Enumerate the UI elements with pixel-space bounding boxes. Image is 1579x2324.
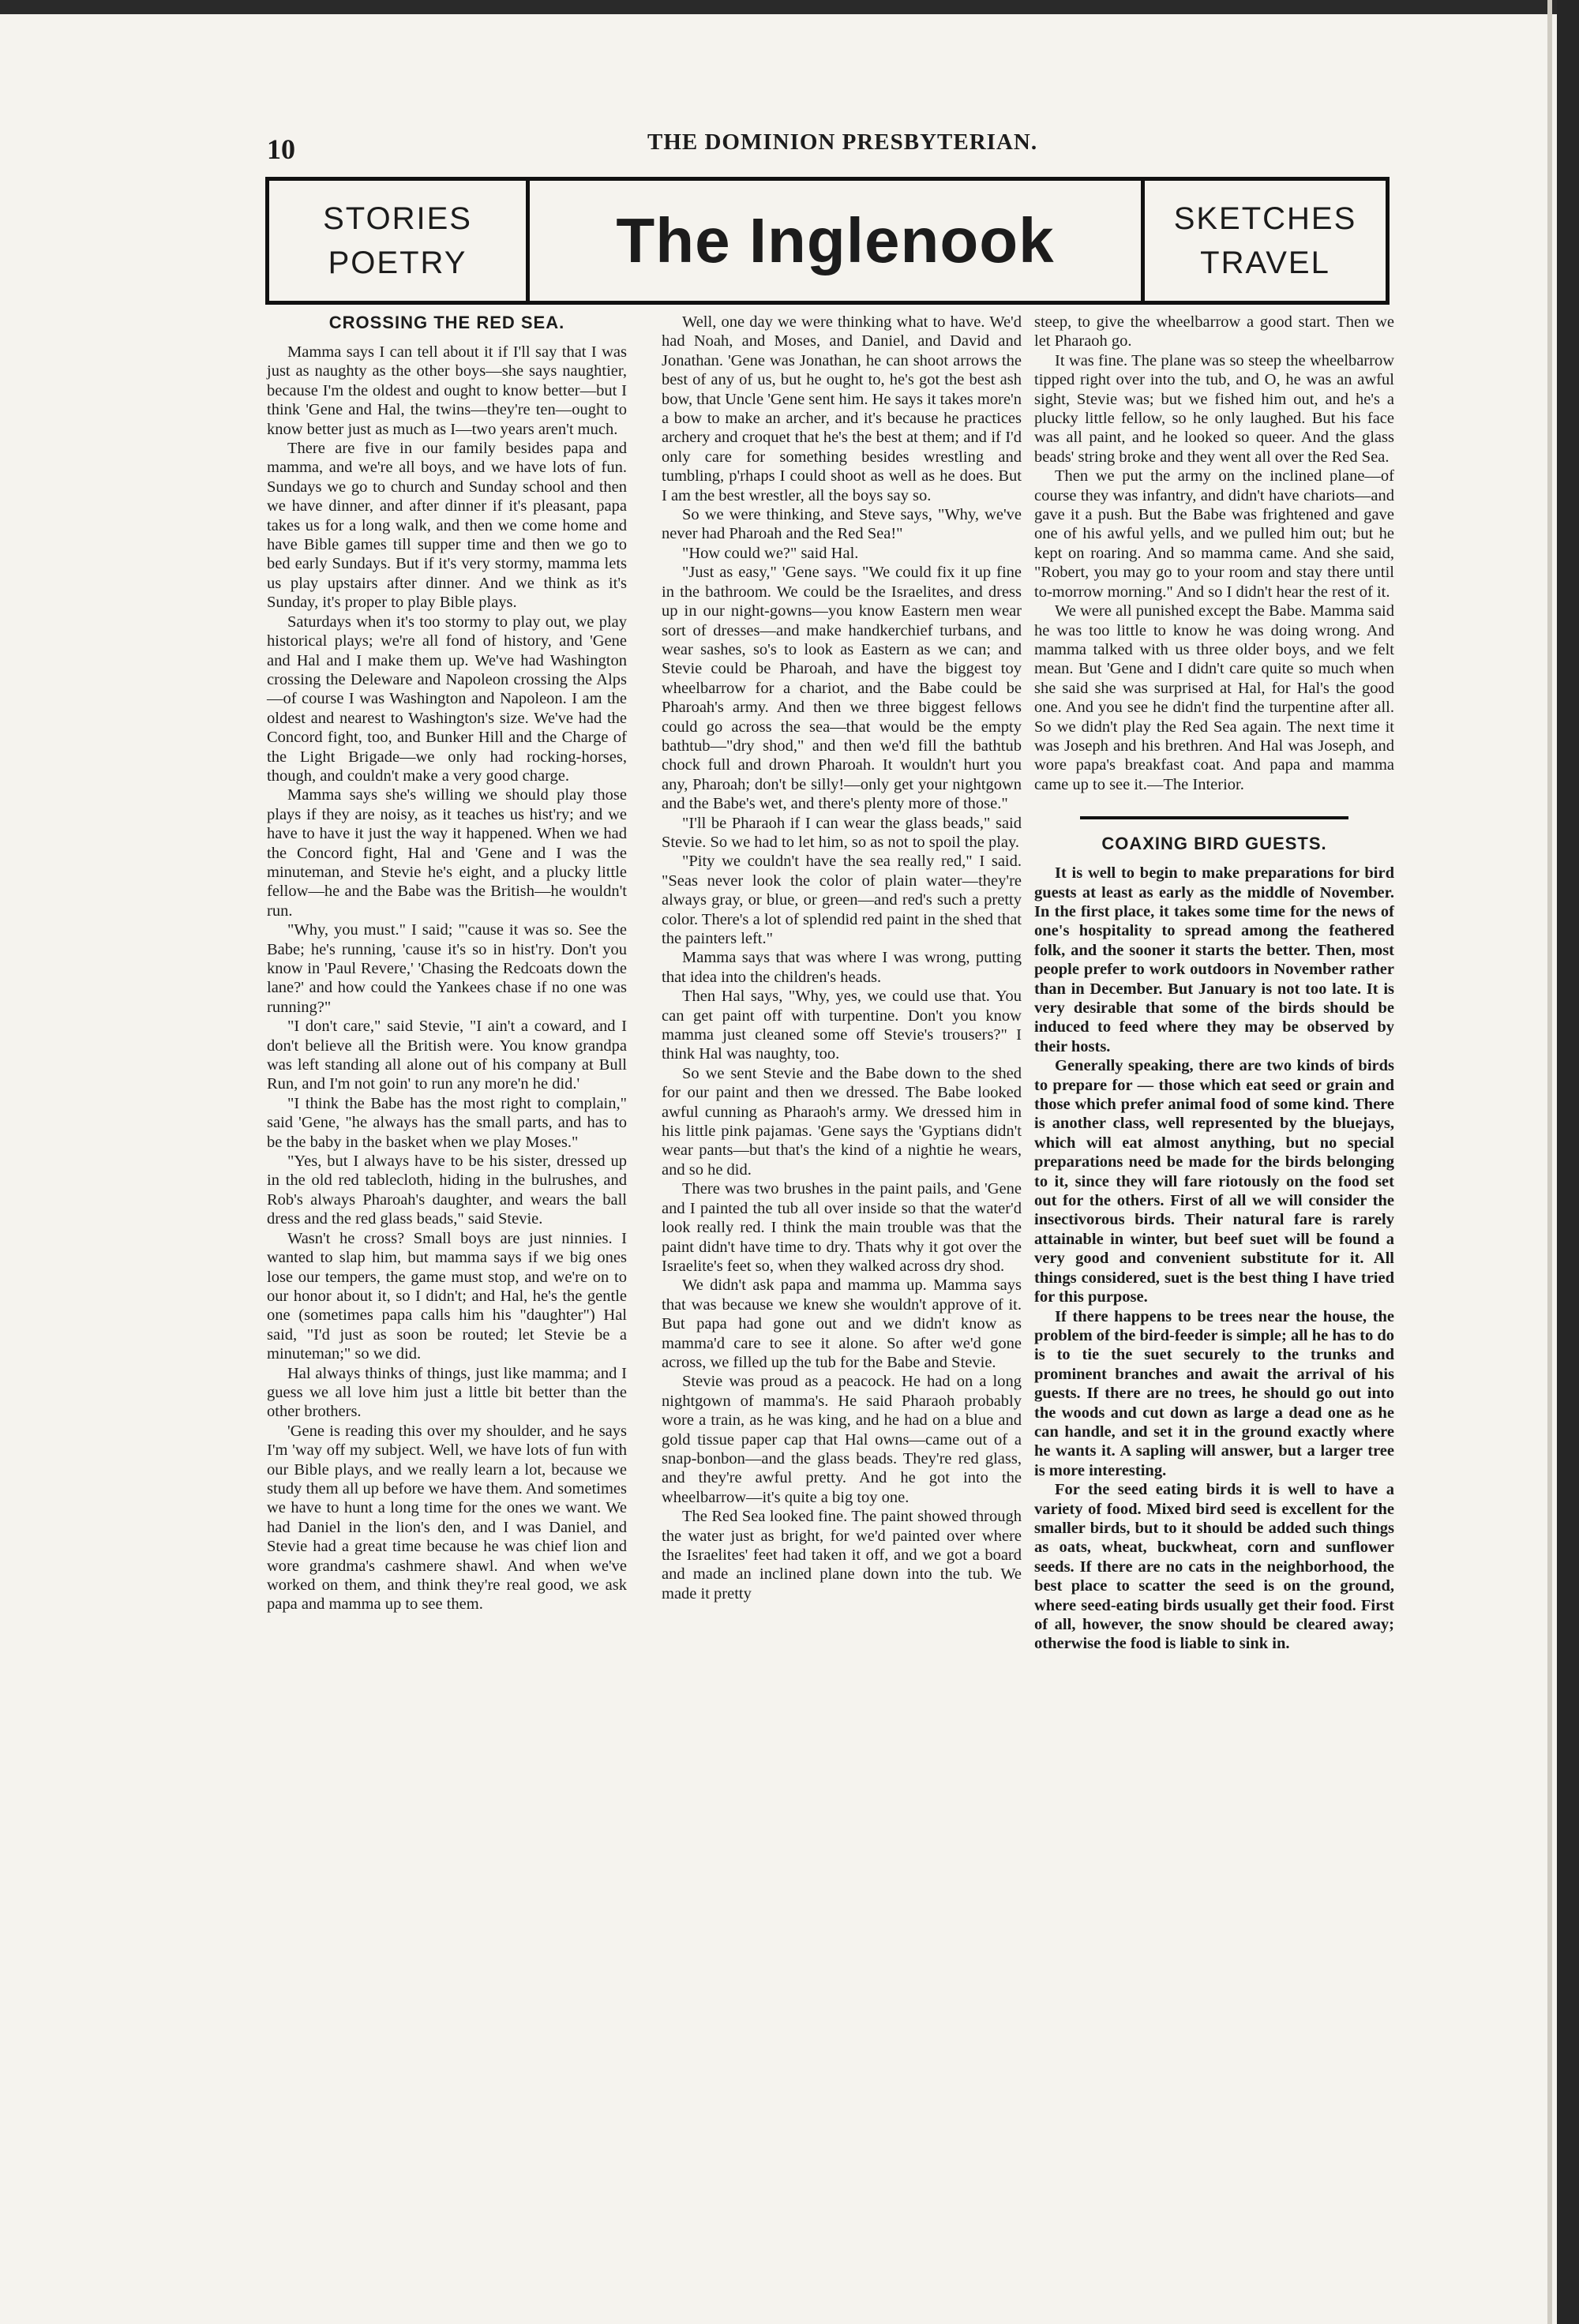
masthead-left-box [269,181,530,301]
masthead [265,177,1390,305]
article-title: CROSSING THE RED SEA. [328,313,565,332]
masthead-right-top: SKETCHES [1173,201,1357,236]
masthead-right-bottom: TRAVEL [1200,246,1330,280]
masthead-left-bottom: POETRY [328,246,467,280]
paragraph: Then we put the army on the inclined plane—of course they was infantry, and didn't have chariots—and gave it a push. But the Babe was frightened and gave one of his awful yells, and we pulled him out; but he kept on roaring. And so mamma came. And she said, "Robert, you may go to your room and stay there until to-morrow morning." And so I didn't hear the rest of it. [1034,467,1394,601]
paragraph: steep, to give the wheelbarrow a good start. Then we let Pharaoh go. [1034,313,1394,350]
article-body [267,343,627,1614]
paragraph: If there happens to be trees near the house, the problem of the bird-feeder is simple; all he has to do is to tie the suet securely to the trunks and prominent branches and await the arrival of his guests. If there are no trees, he should go out into the woods and cut down as large a dead one as he can handle, and set it in the ground exactly where he wants it. A sapling will answer, but a larger tree is more interesting. [1034,1307,1394,1479]
paragraph: Mamma says she's willing we should play those plays if they are noisy, as it teaches us hist'ry; and we have to have it just the way it happened. When we had the Concord fight, Hal and 'Gene and I was the minuteman, and Stevie he's eight, and a plucky little fellow—he and the Babe was the British—he wouldn't run. [267,786,627,920]
column-3 [1034,313,1394,1654]
paragraph: Generally speaking, there are two kinds of birds to prepare for — those which eat seed or grain and those which prefer animal food of some kind. There is another class, well represented by the bluejays, which will eat almost anything, but no special preparations need be made for the birds belonging to it, since they will fare riotously on the food set out for the others. First of all we will consider the insectivorous birds. Their natural fare is rarely attainable in winter, but beef suet will be found a very good and convenient substitute for it. All things considered, suet is the best thing I have tried for this purpose. [1034,1057,1394,1306]
paragraph: "Just as easy," 'Gene says. "We could fix it up fine in the bathroom. We could be the Israelites, and dress up in our night-gowns—you know Eastern men wear sort of dresses—and make handkerchief turbans, and wear sashes, so's to look as Eastern as we can; and Stevie could be Pharoah, and have the biggest toy wheelbarrow for a chariot, and the Babe could be Pharoah's army. And then we three biggest fellows could go across the sea—that would be the empty bathtub—"dry shod," and then we'd fill the bathtub chock full and drown Pharoah. It wouldn't hurt you any, Pharoah; don't be silly!—only get your nightgown and the Babe's wet, and there's plenty more of those." [662,564,1022,813]
section-title: The Inglenook [616,205,1055,276]
paragraph: There are five in our family besides papa and mamma, and we're all boys, and we have lots of fun. Sundays we go to church and Sunday school and then we have dinner, and after dinner if it's pleasant, papa takes us for a long walk, and then we come home and have Bible games till supper time and then we go to bed early Sundays. But if it's very stormy, mamma lets us play upstairs after dinner. And we think as it's Sunday, it's proper to play Bible plays. [267,440,627,612]
running-head: THE DOMINION PRESBYTERIAN. [647,129,1038,155]
paragraph: It was fine. The plane was so steep the wheelbarrow tipped right over into the tub, and O, he was an awful sight, Stevie was; but we fished him out, and he's a plucky little fellow, so he only laughed. But his face was all paint, and he looked so queer. And the glass beads' string broke and they went all over the Red Sea. [1034,351,1394,466]
paragraph: The Red Sea looked fine. The paint showed through the water just as bright, for we'd painted over where the Israelites' feet had taken it off, and we got a board and made an inclined plane down into the tub. We made it pretty [662,1508,1022,1602]
paragraph: "Why, you must." I said; "'cause it was so. See the Babe; he's running, 'cause it's so in hist'ry. Don't you know in 'Paul Revere,' 'Chasing the Redcoats down the lane?' and how could the Yankees chase if no one was running?" [267,921,627,1016]
scan-border-top [0,0,1579,14]
paragraph: 'Gene is reading this over my shoulder, and he says I'm 'way off my subject. Well, we have lots of fun with our Bible plays, and we really learn a lot, because we study them all up before we have them. And sometimes we have to hunt a long time for the ones we want. We had Daniel in the lion's den, and I was Daniel, and Stevie had a great time because he was chief lion and wore grandma's cashmere shawl. And when we've worked on them, and think they're real good, we ask papa and mamma up to see them. [267,1422,627,1614]
article-title: COAXING BIRD GUESTS. [1101,834,1327,854]
scan-border-right [1557,0,1579,2324]
article-body [1034,313,1394,794]
masthead-right-box [1141,181,1386,301]
page-edge [1547,0,1552,2324]
paragraph: It is well to begin to make preparations for bird guests at least as early as the middle of November. In the first place, it takes some time for the news of one's hospitality to spread among the feathered folk, and the sooner it starts the better. Then, most people prefer to work outdoors in November rather than in December. But January is not too late. It is very desirable that some of the birds should be induced to feed where they may be observed by their hosts. [1034,864,1394,1055]
paragraph: "How could we?" said Hal. [682,544,859,562]
paragraph: Stevie was proud as a peacock. He had on a long nightgown of mamma's. He said Pharaoh probably wore a train, as he was king, and he had on a blue and gold tissue paper cap that Hal owns—came out of a snap-bonbon—and the glass beads. They're red glass, and they're awful pretty. And he got into the wheelbarrow—it's quite a big toy one. [662,1373,1022,1506]
paragraph: "Pity we couldn't have the sea really red," I said. "Seas never look the color of plain water—they're always gray, or blue, or green—and red's such a pretty color. There's a lot of splendid red paint in the shed that the painters left." [662,853,1022,947]
paragraph: We didn't ask papa and mamma up. Mamma says that was because we knew she wouldn't approve of it. But papa had gone out and we didn't know as mamma'd care to see it alone. So after we'd gone across, we filled up the tub for the Babe and Stevie. [662,1276,1022,1371]
article-body [1034,864,1394,1654]
paragraph: So we were thinking, and Steve says, "Why, we've never had Pharoah and the Red Sea!" [662,506,1022,543]
masthead-left-top: STORIES [323,201,472,236]
paragraph: Then Hal says, "Why, yes, we could use that. You can get paint off with turpentine. Don't you know mamma just cleaned some off Stevie's trousers?" I think Hal was naughty, too. [662,988,1022,1063]
article-body [662,313,1022,1603]
paragraph: Saturdays when it's too stormy to play out, we play historical plays; we're all fond of history, and 'Gene and Hal and I make them up. We've had Washington crossing the Deleware and Napoleon crossing the Alps—of course I was Washington and Napoleon. I am the oldest and nearest to Washington's size. We've had the Concord fight, too, and Bunker Hill and the Charge of the Light Brigade—we only had rocking-horses, though, and couldn't make a very good charge. [267,613,627,785]
paragraph: So we sent Stevie and the Babe down to the shed for our paint and then we dressed. The Babe looked awful cunning as Pharaoh's army. We dressed him in his little pink pajamas. 'Gene says the 'Gyptians didn't wear pants—but that's the kind of a nightie he wears, and so he did. [662,1064,1022,1179]
section-divider [1080,816,1348,819]
paragraph: Wasn't he cross? Small boys are just ninnies. I wanted to slap him, but mamma says if we big ones lose our tempers, the game must stop, and we're on to our honor about it, so I didn't; and Hal, he's the gentle one (sometimes papa calls him his "daughter") Hal said, "I'd just as soon be routed; let Stevie be a minuteman;" so we did. [267,1229,627,1363]
page-number: 10 [267,133,295,165]
column-2 [662,313,1022,1603]
paragraph: For the seed eating birds it is well to have a variety of food. Mixed bird seed is excellent for the smaller birds, but to it should be added such things as oats, wheat, buckwheat, corn and sunflower seeds. If there are no cats in the neighborhood, the best place to scatter the seed is on the ground, where seed-eating birds usually get their food. First of all, however, the snow should be cleared away; otherwise the food is liable to sink in. [1034,1481,1394,1653]
paragraph: We were all punished except the Babe. Mamma said he was too little to know he was doing wrong. And mamma talked with us three older boys, and we felt mean. But 'Gene and I didn't care quite so much when she said she was surprised at Hal, for Hal's the good one. And you see he didn't find the turpentine after all. So we didn't play the Red Sea again. The next time it was Joseph and his brethren. And Hal was Joseph, and wore papa's breakfast coat. And papa and mamma came up to see it.—The Interior. [1034,602,1394,793]
paragraph: "Yes, but I always have to be his sister, dressed up in the old red tablecloth, hiding in the bulrushes, and Rob's always Pharoah's daughter, and wears the ball dress and the red glass beads," said Stevie. [267,1153,627,1228]
paragraph: "I think the Babe has the most right to complain," said 'Gene, "he always has the small parts, and has to be the baby in the basket when we play Moses." [267,1094,627,1151]
paragraph: "I don't care," said Stevie, "I ain't a coward, and I don't believe all the British were. You know grandpa was left standing all alone out of his company at Bull Run, and I'm not goin' to run any more'n he did.' [267,1018,627,1093]
paragraph: Well, one day we were thinking what to have. We'd had Noah, and Moses, and Daniel, and David and Jonathan. 'Gene was Jonathan, he can shoot arrows the best of any of us, but he ought to, he's got the best ash bow, that Uncle 'Gene sent him. He says it takes more'n a bow to make an archer, and it's because he practices archery and croquet that he's the best at them; and if I'd only care for something besides wrestling and tumbling, p'rhaps I could shoot as well as he does. But I am the best wrestler, all the boys say so. [662,313,1022,504]
paragraph: There was two brushes in the paint pails, and 'Gene and I painted the tub all over inside so that the water'd look really red. I think the main trouble was that the paint didn't have time to dry. Thats why it got over the Israelite's feet so, when they walked across dry shod. [662,1180,1022,1275]
paragraph: "I'll be Pharaoh if I can wear the glass beads," said Stevie. So we had to let him, so as not to spoil the play. [662,814,1022,851]
paragraph: Mamma says I can tell about it if I'll say that I was just as naughty as the other boys—she says naughtier, because I'm the oldest and ought to know better—but I think 'Gene and Hal, the twins—they're ten—ought to know better just as much as I—two years aren't much. [267,343,627,438]
paragraph: Hal always thinks of things, just like mamma; and I guess we all love him just a little bit better than the other brothers. [267,1364,627,1421]
paragraph: Mamma says that was where I was wrong, putting that idea into the children's heads. [662,949,1022,986]
column-1 [267,313,627,1614]
